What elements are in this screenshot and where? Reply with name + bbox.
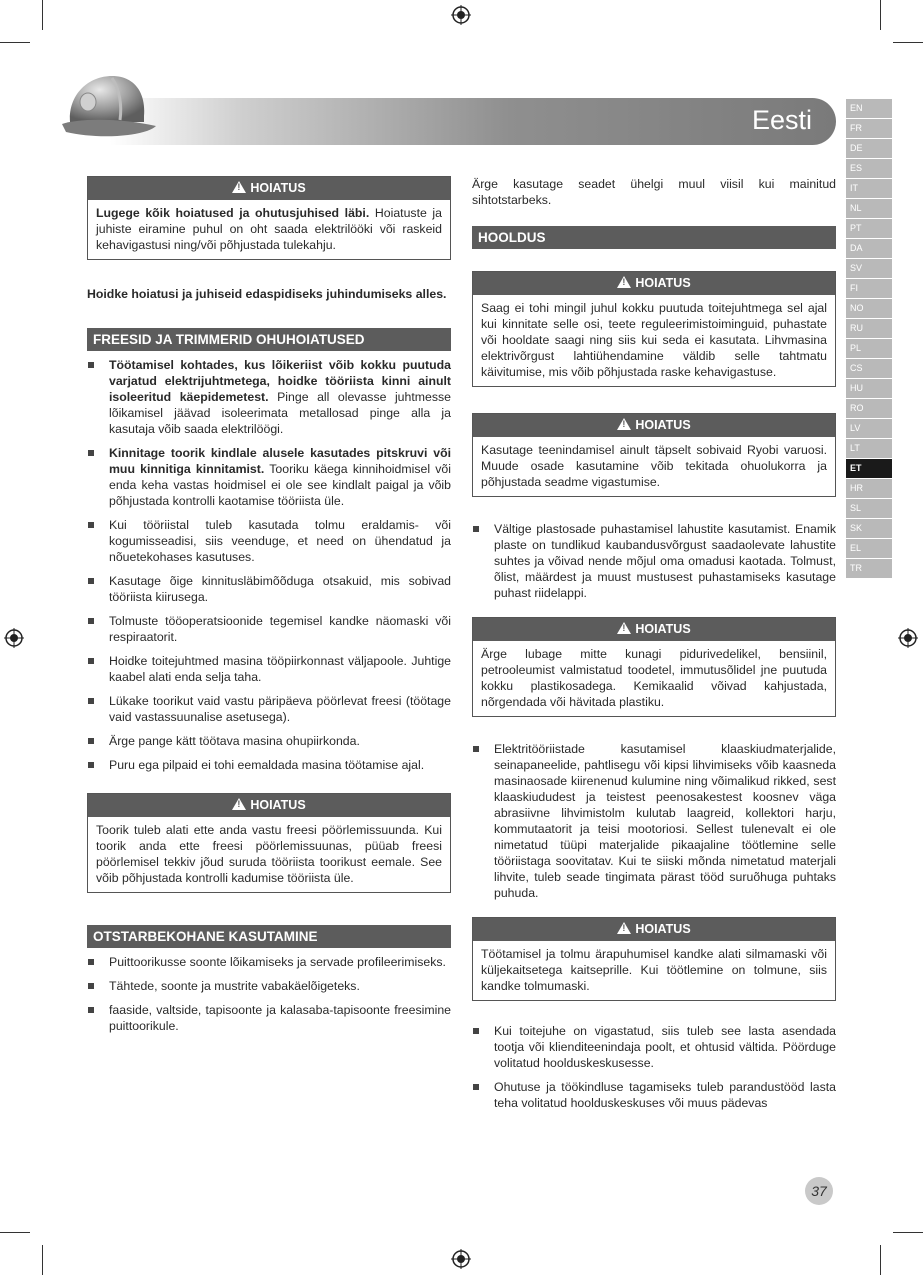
warning-text: Saag ei tohi mingil juhul kokku puutuda toitejuhtmega sel ajal kui kinnitate selle osi, teete reguleerimistoiminguid, puhastate või hooldate saagi ning siis kui seda ei kasutata. Lihvmasina elektrivõrgust lahtiühendamine väldib selle tahtmatu käivitumise, mis võib põhjustada raske kehavigastuse. (481, 301, 827, 379)
list-item-text: Puru ega pilpaid ei tohi eemaldada masina töötamise ajal. (109, 758, 425, 772)
warning-body-text: Hoiatuste ja juhiste eiramine puhul on oht saada elektrilööki või raskeid kehavigastusi ning/või põhjustada tulekahju. (96, 206, 442, 252)
warning-header (88, 177, 450, 200)
maintenance-list (472, 521, 836, 601)
maintenance-list (472, 1023, 836, 1111)
warning-box (87, 176, 451, 260)
language-tab-de[interactable]: DE (846, 139, 892, 158)
list-item-text: Kui tööriistal tuleb kasutada tolmu eraldamis- või kogumisseadisi, siis veenduge, et need on ühendatud ja nõuetekohases kasutuses. (109, 518, 451, 564)
warning-icon (617, 418, 631, 430)
warning-header (473, 272, 835, 295)
language-tab-en[interactable]: EN (846, 99, 892, 118)
keep-instructions-note: Hoidke hoiatusi ja juhiseid edaspidiseks juhindumiseks alles. (87, 287, 447, 301)
language-tab-sk[interactable]: SK (846, 519, 892, 538)
warning-box (472, 271, 836, 387)
warning-label: HOIATUS (250, 181, 306, 195)
crop-mark (880, 0, 881, 30)
list-item (87, 517, 451, 565)
language-tab-el[interactable]: EL (846, 539, 892, 558)
list-item-bold-text: Kinnitage toorik kindlale alusele kasutades pitskruvi või muu kinnitiga kinnitamist. (109, 446, 451, 476)
warning-box (472, 917, 836, 1001)
list-item: Vältige plastosade puhastamisel lahustite kasutamist. Enamik plaste on tundlikud kaubandusvõrgust saadaolevate lahustite suhtes ja võivad nende mõjul oma omadusi kaotada. Tolmust, õlist, määrdest ja muust mustusest puhastamiseks kasutage puhast riidelappi. (472, 521, 836, 601)
warning-icon (617, 276, 631, 288)
warning-box (87, 793, 451, 893)
warning-label: HOIATUS (635, 276, 691, 290)
language-tab-ro[interactable]: RO (846, 399, 892, 418)
warning-text: Ärge lubage mitte kunagi pidurivedelikel, bensiinil, petrooleumist valmistatud toodetel, immutusõlidel jne puutuda kokku plastikosadega. Kemikaalid võivad kahjustada, nõrgendada või hävitada plastiku. (481, 647, 827, 709)
language-tab-nl[interactable]: NL (846, 199, 892, 218)
warning-label: HOIATUS (635, 622, 691, 636)
page-number: 37 (805, 1177, 833, 1205)
intro-text: Ärge kasutage seadet ühelgi muul viisil kui mainitud sihtotstarbeks. (472, 177, 836, 207)
list-item: Ohutuse ja töökindluse tagamiseks tuleb parandustööd lasta teha volitatud hoolduskeskuses või muus pädevas (472, 1079, 836, 1111)
warning-box (472, 617, 836, 717)
warning-icon (617, 622, 631, 634)
crop-mark (880, 1245, 881, 1275)
language-tab-ru[interactable]: RU (846, 319, 892, 338)
language-tab-fi[interactable]: FI (846, 279, 892, 298)
warning-box (472, 413, 836, 497)
crop-mark (0, 42, 30, 43)
language-tab-pt[interactable]: PT (846, 219, 892, 238)
section-heading: FREESID JA TRIMMERID OHUHOIATUSED (87, 328, 451, 351)
maintenance-list (472, 741, 836, 901)
warning-bold-text: Lugege kõik hoiatused ja ohutusjuhised läbi. (96, 206, 370, 220)
language-tab-et[interactable]: ET (846, 459, 892, 478)
warning-header (473, 918, 835, 941)
safety-list (87, 357, 451, 773)
list-item-bold-text: Töötamisel kohtades, kus lõikeriist võib kokku puutuda varjatud elektrijuhtmetega, hoidke tööriista kinni ainult isoleeritud käepidemetest. (109, 358, 451, 404)
crop-mark (0, 1232, 30, 1233)
warning-text: Toorik tuleb alati ette anda vastu freesi pöörlemissuunda. Kui toorik anda ette freesi pöörlemissuunas, püüab freesi pöörlemisel tekkiv jõud suruda tööriista toorikust eemale. See võib põhjustada kontrolli kadumise tööriista üle. (96, 823, 442, 885)
crop-mark (893, 42, 923, 43)
crop-mark (42, 1245, 43, 1275)
registration-mark-icon (451, 5, 471, 25)
page-title: Eesti (751, 105, 812, 135)
language-tab-sl[interactable]: SL (846, 499, 892, 518)
list-item-text: Hoidke toitejuhtmed masina tööpiirkonnast väljapoole. Juhtige kaabel alati enda selja taha. (109, 654, 451, 684)
crop-mark (42, 0, 43, 30)
language-tab-cs[interactable]: CS (846, 359, 892, 378)
language-tab-it[interactable]: IT (846, 179, 892, 198)
helmet-icon (60, 70, 160, 146)
list-item (87, 357, 451, 437)
warning-header (88, 794, 450, 817)
list-item: Elektritööriistade kasutamisel klaaskiudmaterjalide, seinapaneelide, pahtlisegu või kipsi lihvimiseks võib kaasneda masinaosade kiirenenud kulumine ning võimalikud rikked, sest klaaskiududest ja teistest peenosakestest koosnev väga abrasiivne lihvimistolm kulutab laagreid, kollektori harju, kommutaatorit ja teisi mootoriosi. Sellest tulenevalt ei ole nimetatud tüüpi materjalide pikaajaline töötlemine selle tööriistaga soovitatav. Kui te siiski mõnda nimetatud materjali lihvite, tuleb seade tingimata pärast tööd suruõhuga puhtaks puhuda. (472, 741, 836, 901)
language-tab-lv[interactable]: LV (846, 419, 892, 438)
list-item-text: Kasutage õige kinnitusläbimõõduga otsakuid, mis sobivad tööriista kiirusega. (109, 574, 451, 604)
warning-icon (232, 181, 246, 193)
list-item: faaside, valtside, tapisoonte ja kalasaba-tapisoonte freesimine puittoorikule. (87, 1002, 451, 1034)
list-item-text: Ärge pange kätt töötava masina ohupiirkonda. (109, 734, 360, 748)
language-tab-sv[interactable]: SV (846, 259, 892, 278)
registration-mark-icon (4, 628, 24, 648)
section-heading: HOOLDUS (472, 226, 836, 249)
language-tab-hr[interactable]: HR (846, 479, 892, 498)
warning-text: Kasutage teenindamisel ainult täpselt sobivaid Ryobi varuosi. Muude osade kasutamine võib tekitada ohuolukorra ja põhjustada seadme vigastumise. (481, 443, 827, 489)
warning-icon (617, 922, 631, 934)
warning-label: HOIATUS (635, 922, 691, 936)
registration-mark-icon (898, 628, 918, 648)
crop-mark (893, 1232, 923, 1233)
language-tab-fr[interactable]: FR (846, 119, 892, 138)
list-item (87, 693, 451, 725)
list-item (87, 733, 451, 749)
list-item-text: Lükake toorikut vaid vastu päripäeva pöörlevat freesi (töötage vaid vastassuunalise asetusega). (109, 694, 451, 724)
language-tab-da[interactable]: DA (846, 239, 892, 258)
list-item-text: Tolmuste tööoperatsioonide tegemisel kandke näomaski või respiraatorit. (109, 614, 451, 644)
registration-mark-icon (451, 1249, 471, 1269)
list-item (87, 613, 451, 645)
list-item: Kui toitejuhe on vigastatud, siis tuleb see lasta asendada tootja või klienditeenindaja poolt, et ohtusid vältida. Pöörduge volitatud hoolduskeskusesse. (472, 1023, 836, 1071)
language-tab-hu[interactable]: HU (846, 379, 892, 398)
language-tab-no[interactable]: NO (846, 299, 892, 318)
list-item: Puittoorikusse soonte lõikamiseks ja servade profileerimiseks. (87, 954, 451, 970)
language-tab-es[interactable]: ES (846, 159, 892, 178)
language-tabs (846, 99, 892, 579)
list-item: Tähtede, soonte ja mustrite vabakäelõigeteks. (87, 978, 451, 994)
section-heading: OTSTARBEKOHANE KASUTAMINE (87, 925, 451, 948)
language-tab-lt[interactable]: LT (846, 439, 892, 458)
list-item-text: Pinge all olevasse juhtmesse lõikamisel jäävad isoleerimata metallosad pinge alla ja kasutaja võib saada elektrilöögi. (109, 390, 451, 436)
language-tab-tr[interactable]: TR (846, 559, 892, 578)
right-column (472, 176, 836, 1119)
left-column (87, 176, 451, 1042)
list-item (87, 445, 451, 509)
warning-icon (232, 798, 246, 810)
warning-text (88, 200, 450, 259)
intended-use-list (87, 954, 451, 1034)
warning-label: HOIATUS (635, 418, 691, 432)
list-item-text: Tooriku käega kinnihoidmisel või enda keha vastas hoidmisel ei ole see kindlalt paigal ja võib põhjustada kontrolli kaotamise tööriista üle. (109, 462, 451, 508)
warning-header (473, 618, 835, 641)
language-tab-pl[interactable]: PL (846, 339, 892, 358)
warning-label: HOIATUS (250, 798, 306, 812)
list-item (87, 573, 451, 605)
warning-header (473, 414, 835, 437)
header-bar (110, 98, 836, 145)
list-item (87, 757, 451, 773)
list-item (87, 653, 451, 685)
warning-text: Töötamisel ja tolmu ärapuhumisel kandke alati silmamaski või küljekaitsetega kaitseprille. Kui töötlemine on tolmune, siis kandke tolmumaski. (481, 947, 827, 993)
